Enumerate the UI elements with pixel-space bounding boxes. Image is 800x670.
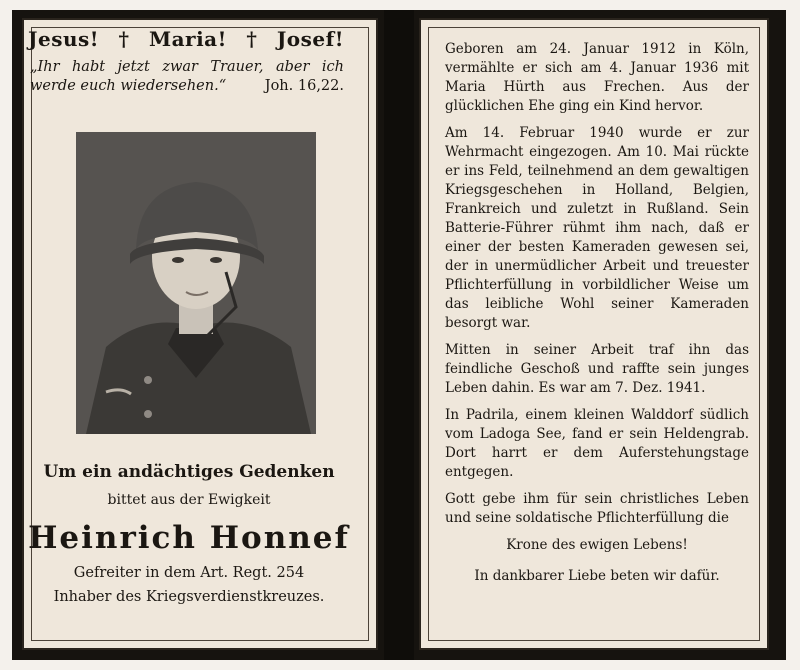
saint-josef: Josef! xyxy=(276,27,344,51)
soldier-portrait xyxy=(76,132,316,434)
deceased-name: Heinrich Honnef xyxy=(28,520,350,556)
closing-line: In dankbarer Liebe beten wir dafür. xyxy=(474,568,720,584)
soldier-portrait-icon xyxy=(76,132,316,434)
decoration-line: Inhaber des Kriegsverdienstkreuzes. xyxy=(53,589,325,605)
crown-line: Krone des ewigen Lebens! xyxy=(506,537,688,553)
bio-paragraph: Gott gebe ihm für sein christliches Leben und seine soldatische Pflichterfüllung die xyxy=(445,491,749,526)
bio-paragraph: Mitten in seiner Arbeit traf ihn das feindliche Geschoß und raffte sein junges Leben dahin. Es war am 7. Dez. 1941. xyxy=(445,342,749,396)
quote-text: „Ihr habt jetzt zwar Trauer, aber ich werde euch wiedersehen.“ xyxy=(30,59,344,94)
card-fold xyxy=(384,10,414,660)
saint-jesus: Jesus! xyxy=(28,27,100,51)
memorial-request: Um ein andächtiges Gedenken xyxy=(43,462,335,482)
cross-icon: † xyxy=(246,27,258,51)
military-rank: Gefreiter in dem Art. Regt. 254 xyxy=(73,565,305,581)
bio-paragraph: Geboren am 24. Januar 1912 in Köln, vermählte er sich am 4. Januar 1936 mit Maria Hürth aus Frechen. Aus der glücklichen Ehe ging ein Kind hervor. xyxy=(445,41,749,114)
saint-maria: Maria! xyxy=(148,27,227,51)
cross-icon: † xyxy=(118,27,130,51)
quote-reference: Joh. 16,22. xyxy=(264,78,344,94)
memorial-request-sub: bittet aus der Ewigkeit xyxy=(107,492,271,508)
biography-text xyxy=(445,40,749,594)
bio-paragraph: In Padrila, einem kleinen Walddorf südlich vom Ladoga See, fand er sein Heldengrab. Dort harrt er dem Auferstehungstage entgegen. xyxy=(445,407,749,480)
bio-paragraph: Am 14. Februar 1940 wurde er zur Wehrmacht eingezogen. Am 10. Mai rückte er ins Feld, teilnehmend an dem gewaltigen Kriegsgeschehen in Holland, Belgien, Frankreich und zuletzt in Rußland. Sein Batterie-Führer rühmt ihm nach, daß er einer der besten Kameraden gewesen sei, der in unermüdlicher Arbeit und treuester Pflichterfüllung in vorbildlicher Weise um das leibliche Wohl seiner Kameraden besorgt war. xyxy=(445,125,749,331)
saints-heading xyxy=(28,27,344,51)
bible-quote xyxy=(30,58,344,96)
